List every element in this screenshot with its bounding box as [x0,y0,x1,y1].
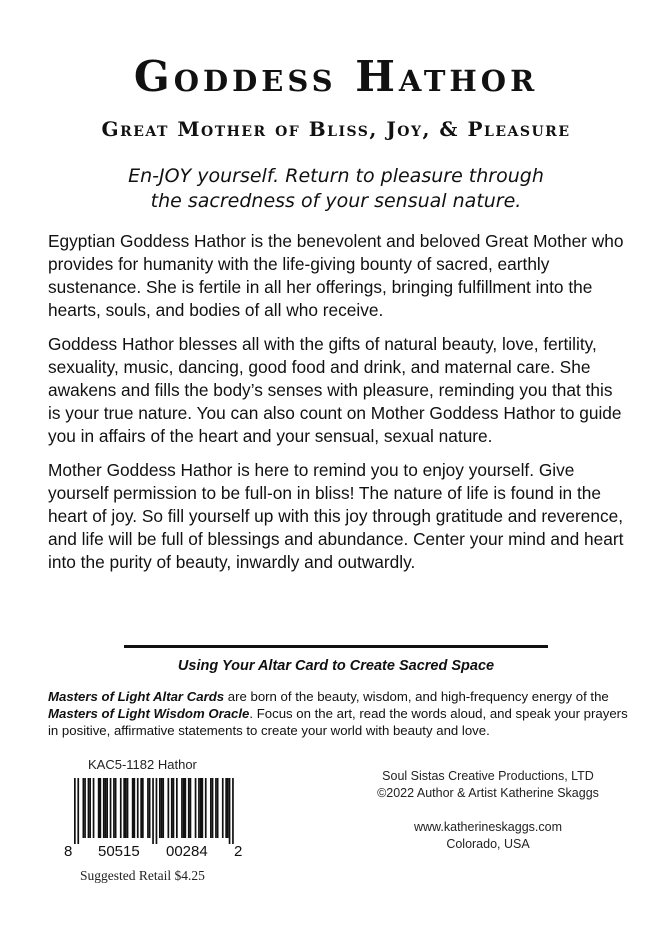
upc-barcode [58,776,248,860]
barcode-bar [205,778,207,838]
barcode-bar [140,778,142,838]
barcode-bar [173,778,175,838]
publisher-company: Soul Sistas Creative Productions, LTD [382,769,594,783]
barcode-bar [149,778,151,838]
tagline-line-1: En-JOY yourself. Return to pleasure through [128,165,544,187]
barcode-bar [120,778,122,838]
barcode-digit-lead: 8 [64,843,73,860]
barcode-bar [127,778,129,838]
barcode-bar [225,778,227,838]
product-sku: KAC5-1182 Hathor [88,757,197,772]
barcode-bar [84,778,86,838]
card-subtitle: Great Mother of Bliss, Joy, & Pleasure [101,117,571,141]
barcode-bar [188,778,190,838]
barcode-bar [183,778,185,838]
publisher-website: www.katherineskaggs.com [414,820,562,834]
barcode-bar [152,778,154,844]
barcode-bar [215,778,217,838]
description-paragraph-2: Goddess Hathor blesses all with the gifts of natural beauty, love, fertility, sexuality, music, dancing, good food and drink, and maternal care. She awakens and fills the body’s senses with pleasure, reminding you that this is your true nature. You can also count on Mother Goddess Hathor to guide you in affairs of the heart and your sensual, sexual nature. [48,334,622,446]
barcode-bar [176,778,178,838]
barcode-digits-right: 00284 [166,843,208,860]
barcode-bar [162,778,164,838]
barcode-bar [113,778,115,838]
barcode-bar [88,778,90,838]
barcode-bar [123,778,125,838]
barcode-bar [147,778,149,838]
barcode-bar [217,778,219,838]
tagline-line-2: the sacredness of your sensual nature. [150,190,522,212]
barcode-bar [195,778,197,838]
card-title: Goddess Hathor [133,52,539,101]
barcode-bar [229,778,231,844]
barcode-bar [105,778,107,838]
barcode-bar [210,778,212,838]
barcode-bar [159,778,161,838]
series-name: Masters of Light Altar Cards [48,689,225,704]
barcode-bar [115,778,117,838]
barcode-graphic [58,776,248,860]
publisher-location: Colorado, USA [446,836,530,851]
barcode-bar [156,778,158,844]
barcode-bar [93,778,95,838]
card-tagline [0,164,672,214]
barcode-bar [227,778,229,838]
barcode-bar [200,778,202,838]
barcode-bar [74,778,76,844]
suggested-retail: Suggested Retail $4.25 [80,868,205,883]
barcode-bar [106,778,108,838]
barcode-bar [190,778,192,838]
altar-heading: Using Your Altar Card to Create Sacred Space [177,658,495,674]
altar-text-part-1: are born of the beauty, wisdom, and high-frequency energy of the [224,689,609,704]
section-divider [124,645,548,648]
barcode-bar [98,778,100,838]
barcode-bar [181,778,183,838]
barcode-bar [110,778,112,838]
barcode-bar [232,778,234,844]
barcode-digit-check: 2 [234,843,243,860]
barcode-bar [168,778,170,838]
barcode-bar [125,778,127,838]
barcode-bar [132,778,134,838]
publisher-info [368,768,608,852]
publisher-copyright: ©2022 Author & Artist Katherine Skaggs [377,785,599,800]
barcode-digits-left: 50515 [98,843,140,860]
barcode-bar [171,778,173,838]
barcode-bar [212,778,214,838]
barcode-bar [198,778,200,838]
barcode-bar [100,778,102,838]
description-paragraph-3: Mother Goddess Hathor is here to remind you to enjoy yourself. Give yourself permission to be full-on in bliss! The nature of life is found in the heart of joy. So fill yourself up with this joy through gratitude and reverence, and life will be full of blessings and abundance. Center your mind and heart into the purity of beauty, inwardly and outwardly. [48,460,624,572]
altar-text-part-2: . Focus on the art, read the words aloud, and speak your prayers in positive, affirmative statements to create your world with beauty and love. [48,706,628,738]
barcode-bar [202,778,204,838]
barcode-bar [83,778,85,838]
barcode-bar [137,778,139,838]
barcode-bar [103,778,105,838]
barcode-bar [134,778,136,838]
oracle-name: Masters of Light Wisdom Oracle [48,706,250,721]
barcode-bar [89,778,91,838]
barcode-bar [142,778,144,838]
altar-description [48,688,638,739]
card-description [48,230,628,585]
barcode-bar [185,778,187,838]
barcode-bar [77,778,79,844]
description-paragraph-1: Egyptian Goddess Hathor is the benevolent and beloved Great Mother who provides for humanity with the life-giving bounty of sacred, earthly sustenance. She is fertile in all her offerings, bringing fulfillment into the hearts, souls, and bodies of all who receive. [48,231,624,320]
barcode-bar [161,778,163,838]
barcode-bar [222,778,224,838]
